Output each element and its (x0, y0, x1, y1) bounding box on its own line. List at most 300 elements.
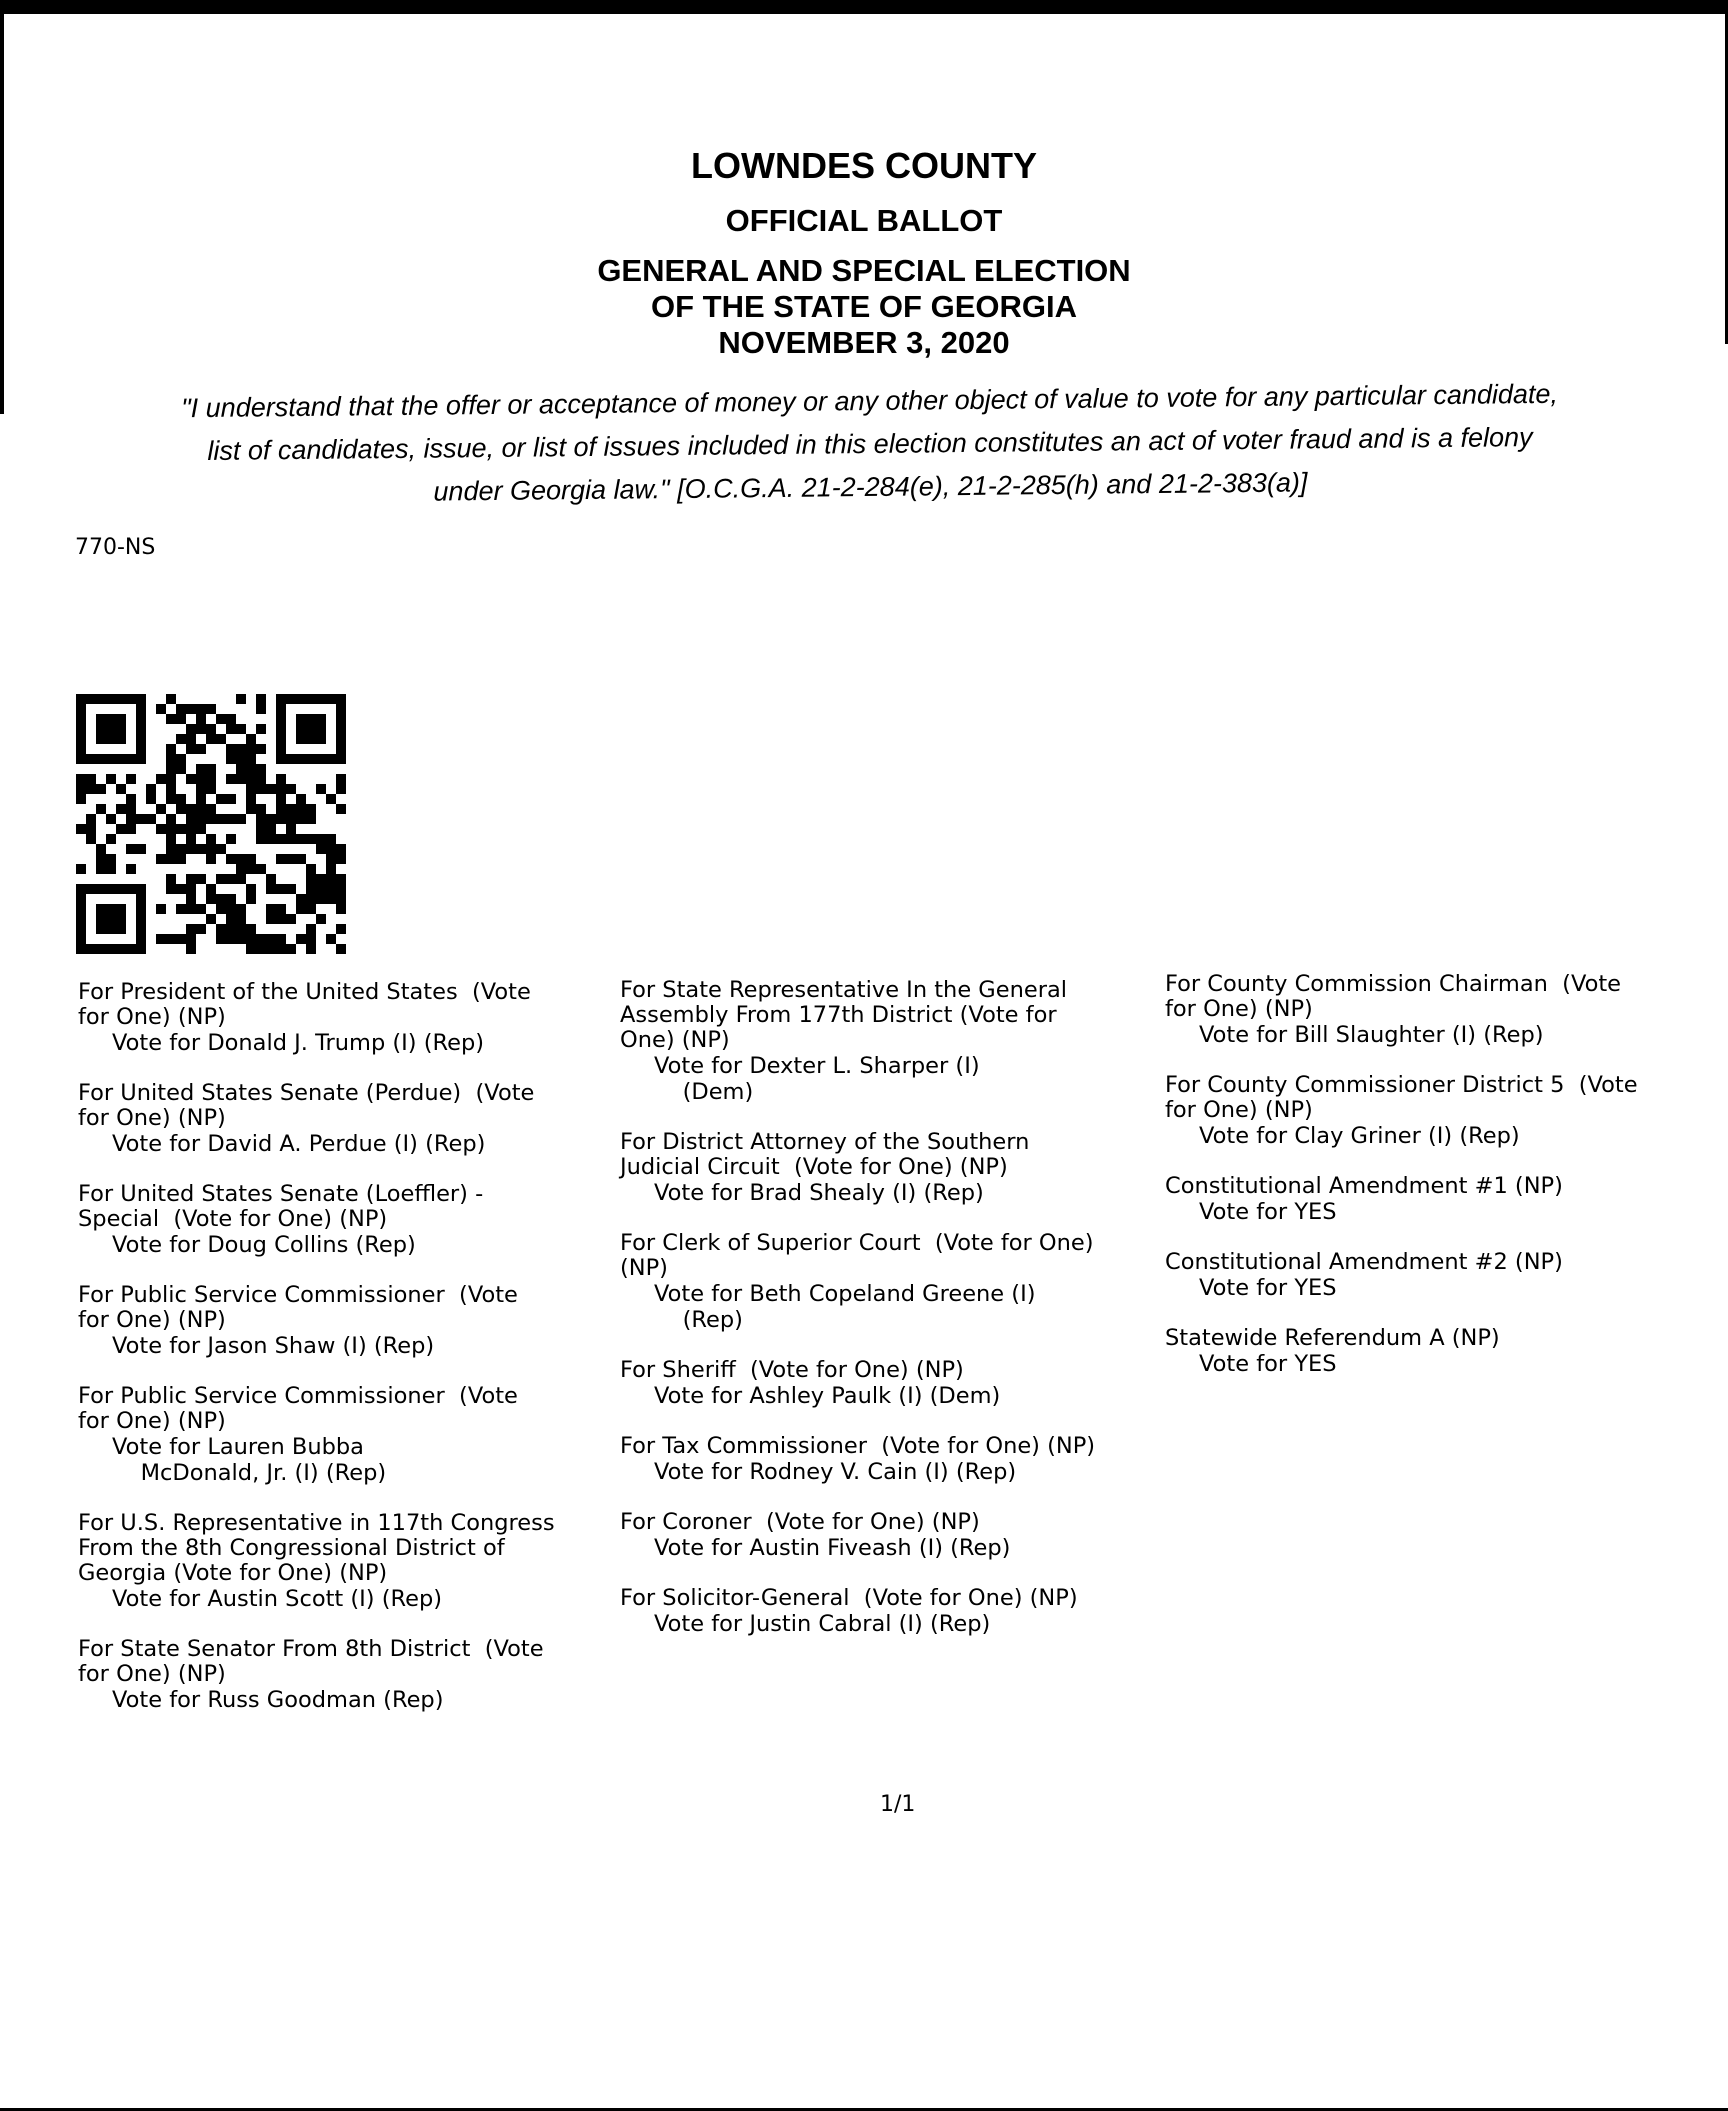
qr-module (196, 804, 206, 814)
qr-module (156, 774, 166, 784)
qr-module (206, 914, 216, 924)
qr-module (296, 814, 306, 824)
qr-module (296, 794, 306, 804)
qr-module (336, 844, 346, 854)
contest-selection: Vote for Beth Copeland Greene (I) (Rep) (654, 1281, 1036, 1333)
qr-module (126, 794, 136, 804)
contest-item (78, 1081, 618, 1157)
qr-module (246, 774, 256, 784)
qr-module (326, 844, 336, 854)
qr-module (206, 704, 216, 714)
qr-module (236, 754, 246, 764)
qr-module (236, 924, 246, 934)
qr-module (276, 774, 286, 784)
qr-module (306, 904, 316, 914)
qr-module (236, 934, 246, 944)
contest-office: For Sheriff (Vote for One) (NP) (620, 1357, 964, 1383)
contest-item (620, 1510, 1160, 1561)
qr-finder-core (296, 714, 326, 744)
qr-module (246, 894, 256, 904)
qr-module (286, 884, 296, 894)
qr-module (176, 824, 186, 834)
qr-module (156, 934, 166, 944)
qr-module (146, 784, 156, 794)
contest-office: For Public Service Commissioner (Vote for One) (NP) (78, 1383, 518, 1434)
qr-module (176, 844, 186, 854)
qr-module (256, 694, 266, 704)
qr-module (226, 874, 236, 884)
qr-module (156, 804, 166, 814)
qr-module (196, 814, 206, 824)
qr-module (296, 934, 306, 944)
qr-module (166, 834, 176, 844)
election-date: NOVEMBER 3, 2020 (718, 325, 1010, 360)
qr-module (226, 714, 236, 724)
qr-module (176, 904, 186, 914)
qr-module (306, 814, 316, 824)
voter-fraud-statement (69, 372, 1670, 518)
contest-item (1165, 1326, 1725, 1377)
qr-module (266, 874, 276, 884)
contest-selection: Vote for Dexter L. Sharper (I) (Dem) (654, 1053, 980, 1105)
qr-module (196, 764, 206, 774)
qr-module (76, 774, 86, 784)
contest-item (78, 1384, 618, 1486)
qr-code (76, 694, 346, 954)
qr-module (256, 864, 266, 874)
qr-module (166, 844, 176, 854)
qr-module (266, 914, 276, 924)
qr-module (156, 824, 166, 834)
qr-module (206, 814, 216, 824)
qr-module (216, 874, 226, 884)
qr-module (166, 754, 176, 764)
qr-module (186, 944, 196, 954)
qr-module (136, 814, 146, 824)
qr-module (306, 834, 316, 844)
qr-module (326, 864, 336, 874)
qr-module (276, 914, 286, 924)
qr-module (236, 774, 246, 784)
qr-module (116, 824, 126, 834)
qr-module (206, 894, 216, 904)
qr-module (296, 834, 306, 844)
qr-module (276, 884, 286, 894)
qr-module (246, 744, 256, 754)
qr-module (186, 824, 196, 834)
ballot-title: OFFICIAL BALLOT (725, 203, 1003, 238)
qr-module (326, 854, 336, 864)
qr-module (266, 884, 276, 894)
qr-module (246, 924, 256, 934)
qr-module (286, 814, 296, 824)
qr-module (276, 934, 286, 944)
qr-module (206, 724, 216, 734)
qr-module (266, 904, 276, 914)
contest-column-2 (620, 978, 1160, 1662)
qr-module (186, 874, 196, 884)
contest-office: For County Commission Chairman (Vote for One) (NP) (1165, 972, 1622, 1022)
qr-module (226, 834, 236, 844)
scan-border-top (0, 0, 1728, 14)
qr-module (336, 944, 346, 954)
qr-module (256, 804, 266, 814)
qr-module (126, 844, 136, 854)
qr-module (196, 724, 206, 734)
contest-item (620, 978, 1160, 1105)
qr-finder-core (96, 904, 126, 934)
qr-module (226, 934, 236, 944)
contest-office: For State Senator From 8th District (Vote for One) (NP) (78, 1636, 544, 1687)
qr-module (206, 844, 216, 854)
qr-module (256, 764, 266, 774)
qr-module (246, 734, 256, 744)
qr-module (326, 894, 336, 904)
qr-module (76, 794, 86, 804)
page-number: 1/1 (880, 1792, 916, 1817)
qr-module (316, 844, 326, 854)
qr-module (216, 924, 226, 934)
qr-module (86, 814, 96, 824)
ballot-style-code: 770-NS (75, 535, 156, 560)
contest-office: For Clerk of Superior Court (Vote for One) (NP) (620, 1230, 1094, 1281)
qr-module (246, 804, 256, 814)
qr-module (326, 874, 336, 884)
qr-module (336, 894, 346, 904)
qr-module (276, 804, 286, 814)
qr-module (256, 784, 266, 794)
qr-module (256, 934, 266, 944)
contest-item (620, 1586, 1160, 1637)
qr-module (306, 864, 316, 874)
qr-module (186, 704, 196, 714)
qr-module (166, 774, 176, 784)
qr-module (246, 884, 256, 894)
qr-module (266, 934, 276, 944)
qr-module (256, 774, 266, 784)
qr-module (206, 784, 216, 794)
qr-module (286, 834, 296, 844)
qr-module (206, 834, 216, 844)
qr-module (316, 834, 326, 844)
qr-module (186, 734, 196, 744)
qr-module (276, 784, 286, 794)
contest-office: For Public Service Commissioner (Vote for One) (NP) (78, 1282, 518, 1333)
contest-item (620, 1434, 1160, 1485)
qr-module (176, 764, 186, 774)
qr-module (296, 804, 306, 814)
contest-selection: Vote for Russ Goodman (Rep) (112, 1687, 444, 1713)
qr-module (196, 704, 206, 714)
qr-module (226, 754, 236, 764)
qr-module (166, 744, 176, 754)
qr-module (106, 834, 116, 844)
qr-module (236, 724, 246, 734)
qr-module (166, 934, 176, 944)
qr-module (116, 804, 126, 814)
qr-module (336, 784, 346, 794)
qr-module (286, 854, 296, 864)
contest-item (620, 1130, 1160, 1206)
qr-module (306, 804, 316, 814)
qr-module (236, 744, 246, 754)
qr-module (236, 764, 246, 774)
oath-line-1: "I understand that the offer or acceptance of money or any other object of value to vote for any particular candidate, (180, 378, 1559, 424)
contest-column-3 (1165, 972, 1725, 1402)
qr-module (236, 864, 246, 874)
qr-module (176, 704, 186, 714)
contest-item (620, 1358, 1160, 1409)
contest-office: For United States Senate (Perdue) (Vote for One) (NP) (78, 1080, 535, 1131)
qr-module (116, 784, 126, 794)
qr-module (206, 804, 216, 814)
qr-module (276, 834, 286, 844)
qr-module (156, 704, 166, 714)
qr-module (176, 854, 186, 864)
qr-module (286, 784, 296, 794)
qr-module (246, 864, 256, 874)
qr-module (226, 744, 236, 754)
qr-module (96, 804, 106, 814)
qr-module (216, 734, 226, 744)
qr-module (126, 814, 136, 824)
qr-module (286, 824, 296, 834)
qr-module (176, 734, 186, 744)
oath-line-2: list of candidates, issue, or list of issues included in this election constitutes an act of voter fraud and is a felony (207, 422, 1533, 466)
contest-selection: Vote for Clay Griner (I) (Rep) (1199, 1123, 1520, 1149)
qr-module (126, 864, 136, 874)
qr-module (166, 764, 176, 774)
qr-module (236, 874, 246, 884)
qr-module (186, 924, 196, 934)
qr-module (166, 854, 176, 864)
qr-module (186, 814, 196, 824)
qr-module (316, 884, 326, 894)
qr-module (206, 884, 216, 894)
qr-module (126, 824, 136, 834)
qr-module (256, 814, 266, 824)
qr-module (126, 804, 136, 814)
qr-module (206, 774, 216, 784)
qr-module (186, 904, 196, 914)
qr-module (336, 924, 346, 934)
contest-selection: Vote for Austin Scott (I) (Rep) (112, 1586, 443, 1612)
qr-module (226, 854, 236, 864)
qr-module (86, 824, 96, 834)
contest-office: For Solicitor-General (Vote for One) (NP) (620, 1585, 1078, 1611)
contest-item (78, 1511, 618, 1612)
contest-office: For Coroner (Vote for One) (NP) (620, 1509, 980, 1535)
election-title (0, 253, 1728, 361)
contest-office: For U.S. Representative in 117th Congress From the 8th Congressional District of Georgia (Vote for One) (NP) (78, 1510, 555, 1586)
qr-module (186, 934, 196, 944)
qr-module (326, 884, 336, 894)
qr-module (236, 854, 246, 864)
qr-module (276, 814, 286, 824)
qr-module (166, 714, 176, 724)
contest-column-1 (78, 980, 618, 1738)
qr-module (196, 844, 206, 854)
contest-selection: Vote for Ashley Paulk (I) (Dem) (654, 1383, 1001, 1409)
contest-office: For State Representative In the General Assembly From 177th District (Vote for One) (NP) (620, 977, 1067, 1053)
qr-module (96, 844, 106, 854)
contest-item (78, 1182, 618, 1258)
contest-item (1165, 972, 1725, 1048)
qr-module (186, 884, 196, 894)
qr-module (226, 914, 236, 924)
qr-module (306, 884, 316, 894)
qr-module (296, 854, 306, 864)
county-title: LOWNDES COUNTY (691, 145, 1037, 186)
election-line-2: OF THE STATE OF GEORGIA (651, 289, 1077, 324)
oath-line-3: under Georgia law." [O.C.G.A. 21-2-284(e), 21-2-285(h) and 21-2-383(a)] (433, 467, 1308, 507)
qr-module (176, 934, 186, 944)
qr-module (246, 794, 256, 804)
qr-module (336, 904, 346, 914)
qr-module (336, 874, 346, 884)
qr-module (196, 904, 206, 914)
election-line-1: GENERAL AND SPECIAL ELECTION (597, 253, 1131, 288)
qr-module (216, 814, 226, 824)
qr-module (326, 834, 336, 844)
qr-module (246, 854, 256, 864)
qr-module (186, 774, 196, 784)
contest-item (78, 1283, 618, 1359)
qr-module (246, 944, 256, 954)
qr-module (196, 924, 206, 934)
qr-module (86, 774, 96, 784)
qr-module (76, 784, 86, 794)
contest-item (1165, 1250, 1725, 1301)
qr-module (316, 784, 326, 794)
qr-module (226, 814, 236, 824)
qr-module (106, 774, 116, 784)
contest-office: Statewide Referendum A (NP) (1165, 1325, 1500, 1351)
qr-module (266, 824, 276, 834)
qr-module (226, 894, 236, 904)
contest-item (1165, 1073, 1725, 1149)
qr-module (196, 744, 206, 754)
contest-selection: Vote for Donald J. Trump (I) (Rep) (112, 1030, 485, 1056)
qr-module (246, 784, 256, 794)
contest-item (1165, 1174, 1725, 1225)
qr-module (196, 714, 206, 724)
qr-module (176, 714, 186, 724)
qr-module (176, 804, 186, 814)
qr-module (226, 904, 236, 914)
qr-module (86, 834, 96, 844)
qr-module (306, 894, 316, 904)
contest-selection: Vote for Doug Collins (Rep) (112, 1232, 416, 1258)
qr-module (266, 814, 276, 824)
qr-module (246, 764, 256, 774)
contest-selection: Vote for Lauren Bubba McDonald, Jr. (I) (Rep) (112, 1434, 387, 1486)
qr-module (306, 944, 316, 954)
qr-module (316, 914, 326, 924)
qr-module (186, 804, 196, 814)
qr-module (246, 754, 256, 764)
qr-module (216, 894, 226, 904)
contest-item (78, 980, 618, 1056)
qr-module (156, 904, 166, 914)
qr-module (176, 794, 186, 804)
contest-selection: Vote for Bill Slaughter (I) (Rep) (1199, 1022, 1544, 1048)
qr-module (256, 834, 266, 844)
qr-module (166, 884, 176, 894)
contest-selection: Vote for YES (1199, 1199, 1337, 1225)
qr-module (176, 884, 186, 894)
contest-selection: Vote for Rodney V. Cain (I) (Rep) (654, 1459, 1017, 1485)
qr-module (126, 774, 136, 784)
qr-module (106, 814, 116, 824)
qr-module (216, 794, 226, 804)
qr-module (146, 814, 156, 824)
qr-module (196, 794, 206, 804)
qr-module (106, 864, 116, 874)
qr-module (236, 914, 246, 924)
qr-module (206, 854, 216, 864)
qr-module (316, 874, 326, 884)
qr-module (296, 894, 306, 904)
contest-office: For County Commissioner District 5 (Vote for One) (NP) (1165, 1072, 1638, 1123)
qr-module (236, 904, 246, 914)
qr-module (336, 884, 346, 894)
qr-module (216, 714, 226, 724)
qr-module (326, 794, 336, 804)
qr-module (276, 854, 286, 864)
qr-module (206, 734, 216, 744)
qr-module (166, 694, 176, 704)
qr-module (236, 694, 246, 704)
qr-module (166, 824, 176, 834)
contest-selection: Vote for Brad Shealy (I) (Rep) (654, 1180, 984, 1206)
qr-module (226, 774, 236, 784)
qr-module (186, 744, 196, 754)
qr-module (276, 944, 286, 954)
qr-module (276, 904, 286, 914)
qr-module (186, 724, 196, 734)
qr-module (256, 724, 266, 734)
contest-selection: Vote for Jason Shaw (I) (Rep) (112, 1333, 435, 1359)
qr-module (146, 794, 156, 804)
qr-module (226, 924, 236, 934)
qr-module (316, 894, 326, 904)
qr-module (166, 874, 176, 884)
contest-office: For President of the United States (Vote for One) (NP) (78, 979, 531, 1030)
qr-module (286, 944, 296, 954)
qr-module (86, 784, 96, 794)
qr-module (196, 784, 206, 794)
qr-module (196, 824, 206, 834)
qr-module (156, 854, 166, 864)
qr-module (226, 724, 236, 734)
qr-module (186, 834, 196, 844)
qr-module (246, 934, 256, 944)
qr-module (306, 934, 316, 944)
qr-module (96, 784, 106, 794)
qr-module (166, 814, 176, 824)
contest-selection: Vote for YES (1199, 1275, 1337, 1301)
qr-module (236, 814, 246, 824)
qr-module (196, 774, 206, 784)
qr-module (186, 844, 196, 854)
qr-module (336, 854, 346, 864)
qr-module (256, 944, 266, 954)
qr-module (216, 844, 226, 854)
qr-module (306, 924, 316, 934)
qr-module (216, 934, 226, 944)
qr-module (286, 914, 296, 924)
